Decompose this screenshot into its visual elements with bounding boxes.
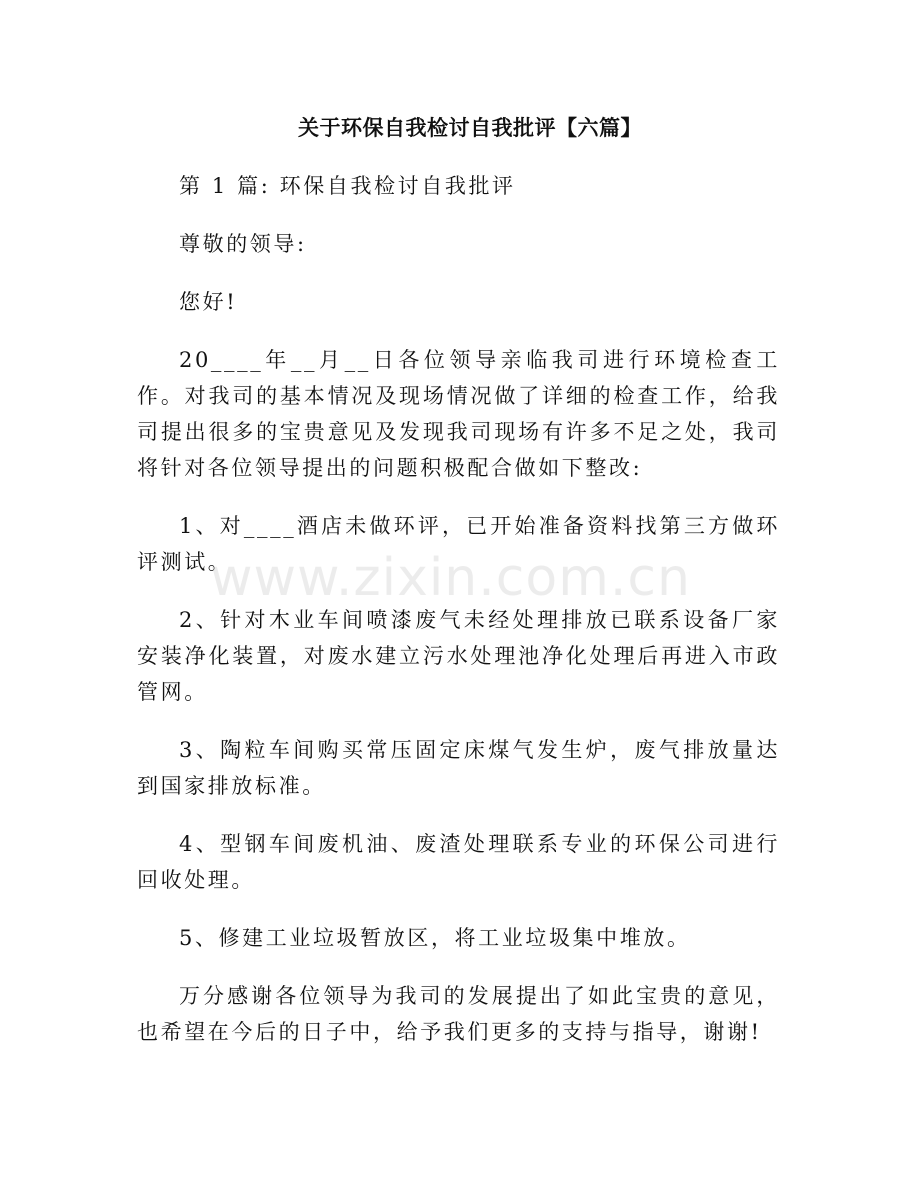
salutation: 尊敬的领导: (179, 232, 307, 256)
list-item-3: 3、陶粒车间购买常压固定床煤气发生炉，废气排放量达到国家排放标准。 (137, 738, 780, 798)
list-item-1: 1、对____酒店未做环评，已开始准备资料找第三方做环评测试。 (137, 514, 780, 574)
greeting: 您好! (179, 290, 238, 314)
closing-paragraph: 万分感谢各位领导为我司的发展提出了如此宝贵的意见，也希望在今后的日子中，给予我们更多的支持与指导，谢谢! (137, 984, 780, 1044)
document-title: 关于环保自我检讨自我批评【六篇】 (298, 116, 642, 140)
list-item-4: 4、型钢车间废机油、废渣处理联系专业的环保公司进行回收处理。 (137, 832, 780, 892)
list-item-2: 2、针对木业车间喷漆废气未经处理排放已联系设备厂家安装净化装置，对废水建立污水处理池净化处理后再进入市政管网。 (137, 608, 780, 704)
list-item-5: 5、修建工业垃圾暂放区，将工业垃圾集中堆放。 (179, 926, 691, 950)
intro-paragraph: 20____年__月__日各位领导亲临我司进行环境检查工作。对我司的基本情况及现场情况做了详细的检查工作，给我司提出很多的宝贵意见及发现我司现场有许多不足之处，我司将针对各位领导提出的问题积极配合做如下整改: (137, 348, 780, 480)
watermark: www.zixin.com.cn (210, 548, 691, 608)
document-body (137, 168, 780, 1072)
section-heading: 第 1 篇: 环保自我检讨自我批评 (179, 174, 516, 198)
